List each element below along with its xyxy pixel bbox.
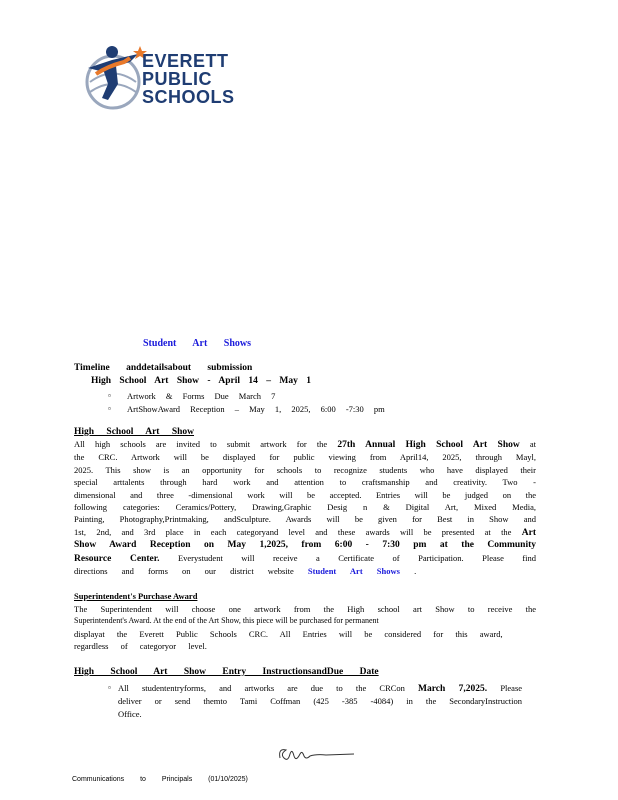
bullet-icon: ▫ [108, 683, 111, 692]
footer-note: Communications to Principals (01/10/2025) [72, 776, 248, 783]
timeline-subheading: High School Art Show - April 14 – May 1 [91, 376, 311, 386]
signature [276, 744, 356, 766]
timeline-item: ArtShowAward Reception – May 1, 2025, 6:00 -7:30 pm [127, 404, 385, 414]
hs-art-show-heading: High School Art Show [74, 427, 195, 437]
student-art-shows-link[interactable]: Student Art Shows [307, 566, 400, 577]
student-art-shows-title[interactable]: Student Art Shows [143, 338, 252, 349]
logo-wordmark: EVERETT PUBLIC SCHOOLS [142, 51, 235, 107]
bullet-icon: ▫ [108, 391, 111, 400]
hs-art-show-body: All high schools are invited to submit artwork for the 27th Annual High School Art Show at the CRC. Artwork will be displayed for public viewing from April14, 2025, through Mayl, 2025. This show is an opportunity for schools to recognize students who have displayed their special arttalents through hard work and attention to craftsmanship and creativity. Two - dimensional and three -dimensional work will be accepted. Entries will be judged on the following categories: Ceramics/Pottery, Drawing,Graphic Desig n & Digital Art, Mixed Media, Painting, Photography,Printmaking, andSculpture. Awards will be given for Best in Show and 1st, 2nd, and 3rd place in each categoryand level and these awards will be presented at the Art Show Award Reception on May 1,2025, from 6:00 - 7:30 pm at the Community Resource Center. Everystudent will receive a Certificate of Participation. Please find directions and forms on our district website Student Art Shows . [74, 439, 537, 577]
purchase-award-body: The Superintendent will choose one artwork from the High school art Show to receive the Superintendent's Award. At the end of the Art Show, this piece will be purchased for permanent displayat the Everett Public Schools CRC. All Entries will be considered for this award, regardless of categoryor level. [74, 604, 536, 652]
purchase-award-heading: Superintendent's Purchase Award [74, 591, 198, 601]
timeline-item: Artwork & Forms Due March 7 [127, 391, 276, 401]
entry-instructions-body: All studententryforms, and artworks are due to the CRCon March 7,2025. Please deliver or send themto Tami Coffman (425 -385 -4084) in the SecondaryInstruction Office. [118, 683, 523, 719]
entry-instructions-heading: High School Art Show Entry InstructionsandDue Date [74, 667, 379, 677]
bullet-icon: ▫ [108, 404, 111, 413]
timeline-heading: Timeline anddetailsabout submission [74, 363, 253, 373]
